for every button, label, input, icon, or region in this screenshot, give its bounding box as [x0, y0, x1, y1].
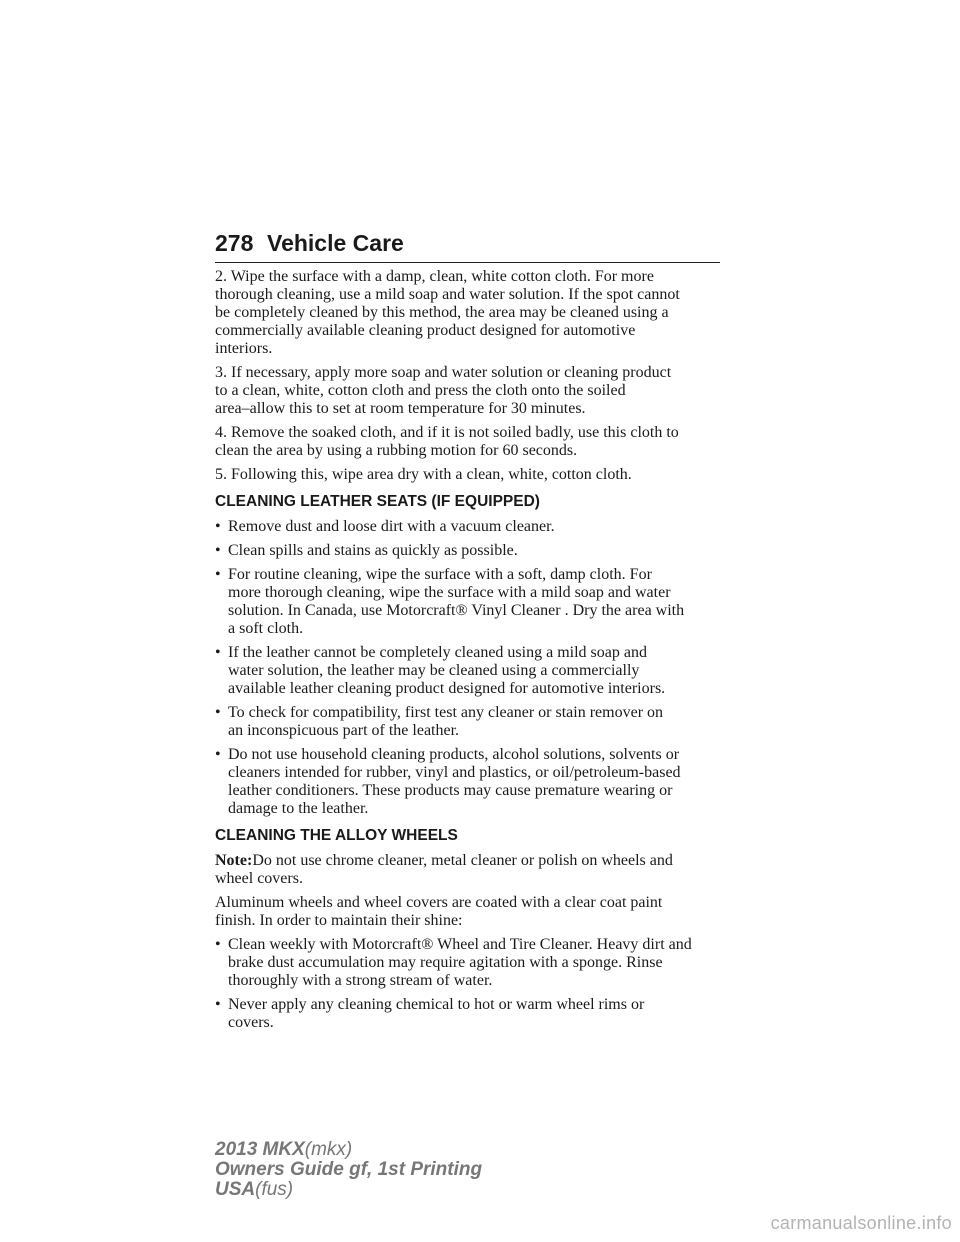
footer-model: 2013 MKX: [215, 1139, 305, 1160]
leather-section-heading: CLEANING LEATHER SEATS (IF EQUIPPED): [215, 493, 540, 510]
step-paragraph: 3. If necessary, apply more soap and water solution or cleaning product to a clean, white, cotton cloth and press the cloth onto the soiled area–allow this to set at room temperature for 30 minutes.: [215, 364, 672, 417]
alloy-intro: Aluminum wheels and wheel covers are coated with a clear coat paint finish. In order to maintain their shine:: [215, 894, 663, 929]
page-header: [215, 228, 720, 263]
page-content: [215, 268, 725, 1038]
section-title: Vehicle Care: [267, 230, 404, 256]
list-item: [215, 644, 725, 698]
footer-printing-line: Owners Guide gf, 1st Printing: [215, 1159, 483, 1180]
list-item: [215, 566, 725, 638]
watermark-text: carmanualsonline.info: [770, 1213, 952, 1233]
note-paragraph: [215, 852, 725, 888]
list-item: [215, 704, 725, 740]
list-item-text: Remove dust and loose dirt with a vacuum cleaner.: [228, 518, 555, 535]
list-item: [215, 542, 725, 560]
print-info-footer: [215, 1140, 482, 1200]
list-item-text: Clean weekly with Motorcraft® Wheel and Tire Cleaner. Heavy dirt and brake dust accumulation may require agitation with a sponge. Rinse thoroughly with a strong stream of water.: [228, 936, 692, 989]
list-item-text: For routine cleaning, wipe the surface with a soft, damp cloth. For more thorough cleaning, wipe the surface with a mild soap and water solution. In Canada, use Motorcraft® Vinyl Cleaner . Dry the area with a soft cloth.: [228, 566, 685, 637]
footer-model-code: (mkx): [304, 1139, 353, 1160]
list-item-text: Do not use household cleaning products, alcohol solutions, solvents or cleaners intended for rubber, vinyl and plastics, or oil/petroleum-based leather conditioners. These products may cause premature wearing or damage to the leather.: [228, 746, 681, 817]
bullet-icon: •: [215, 542, 221, 559]
list-item: [215, 746, 725, 818]
list-item: [215, 996, 725, 1032]
step-paragraph: 2. Wipe the surface with a damp, clean, white cotton cloth. For more thorough cleaning, use a mild soap and water solution. If the spot cannot be completely cleaned by this method, the area may be cleaned using a commercially available cleaning product designed for automotive interiors.: [215, 268, 680, 357]
list-item: [215, 936, 725, 990]
alloy-section-heading: CLEANING THE ALLOY WHEELS: [215, 827, 458, 844]
step-paragraph: 4. Remove the soaked cloth, and if it is not soiled badly, use this cloth to clean the area by using a rubbing motion for 60 seconds.: [215, 424, 679, 459]
note-label: Note:: [215, 852, 253, 869]
list-item: [215, 518, 725, 536]
note-text: Do not use chrome cleaner, metal cleaner or polish on wheels and wheel covers.: [215, 852, 673, 887]
bullet-icon: •: [215, 996, 221, 1013]
bullet-icon: •: [215, 936, 221, 953]
bullet-icon: •: [215, 746, 221, 763]
list-item-text: If the leather cannot be completely cleaned using a mild soap and water solution, the leather may be cleaned using a commercially available leather cleaning product designed for automotive interiors.: [228, 644, 666, 697]
bullet-icon: •: [215, 704, 221, 721]
footer-market-line: [215, 1180, 482, 1200]
leather-bullet-list: [215, 518, 725, 818]
list-item-text: To check for compatibility, first test any cleaner or stain remover on an inconspicuous part of the leather.: [228, 704, 664, 739]
footer-model-line: [215, 1140, 482, 1160]
alloy-bullet-list: [215, 936, 725, 1032]
list-item-text: Clean spills and stains as quickly as possible.: [228, 542, 518, 559]
bullet-icon: •: [215, 566, 221, 583]
bullet-icon: •: [215, 644, 221, 661]
footer-market-code: (fus): [255, 1179, 294, 1200]
list-item-text: Never apply any cleaning chemical to hot or warm wheel rims or covers.: [228, 996, 645, 1031]
footer-market: USA: [215, 1179, 256, 1200]
page-number: 278: [215, 230, 254, 256]
step-paragraph: 5. Following this, wipe area dry with a clean, white, cotton cloth.: [215, 466, 632, 483]
bullet-icon: •: [215, 518, 221, 535]
